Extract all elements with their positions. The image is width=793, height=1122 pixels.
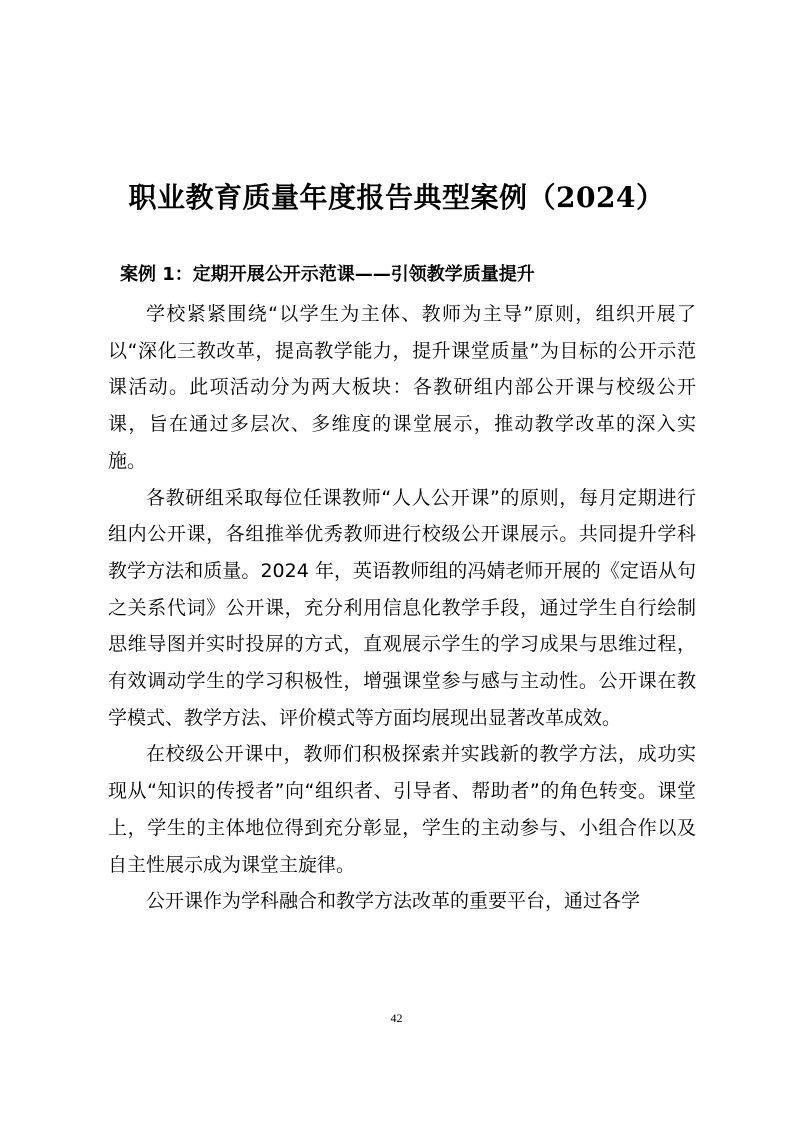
- case-heading: 案例 1：定期开展公开示范课——引领教学质量提升: [120, 264, 535, 285]
- body-text: [108, 296, 696, 920]
- paragraph: 各教研组采取每位任课教师“人人公开课”的原则，每月定期进行组内公开课，各组推举优秀教师进行校级公开课展示。共同提升学科教学方法和质量。2024 年，英语教师组的冯婧老师开展的《定语从句之关系代词》公开课，充分利用信息化教学手段，通过学生自行绘制思维导图并实时投屏的方式，直观展示学生的学习成果与思维过程，有效调动学生的学习积极性，增强课堂参与感与主动性。公开课在教学模式、教学方法、评价模式等方面均展现出显著改革成效。: [108, 486, 696, 729]
- paragraph: 公开课作为学科融合和教学方法改革的重要平台，通过各学: [146, 890, 641, 913]
- paragraph: 在校级公开课中，教师们积极探索并实践新的教学方法，成功实现从“知识的传授者”向“组织者、引导者、帮助者”的角色转变。课堂上，学生的主体地位得到充分彰显，学生的主动参与、小组合作以及自主性展示成为课堂主旋律。: [108, 743, 696, 876]
- paragraph: 学校紧紧围绕“以学生为主体、教师为主导”原则，组织开展了以“深化三教改革，提高教学能力，提升课堂质量”为目标的公开示范课活动。此项活动分为两大板块：各教研组内部公开课与校级公开课，旨在通过多层次、多维度的课堂展示，推动教学改革的深入实施。: [108, 303, 696, 472]
- document-title: 职业教育质量年度报告典型案例（2024）: [128, 181, 665, 214]
- page-number: 42: [390, 1011, 403, 1025]
